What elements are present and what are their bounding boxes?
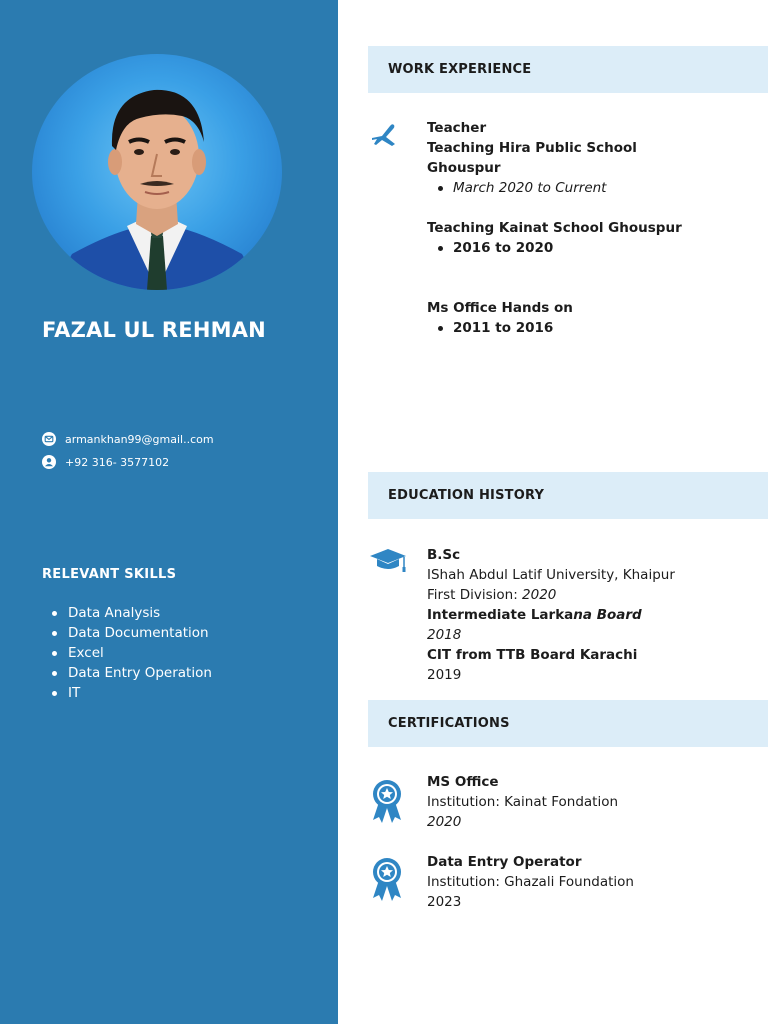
- education-history-heading: EDUCATION HISTORY: [368, 472, 768, 519]
- job-dates: March 2020 to Current: [427, 178, 762, 198]
- work-entry-1: [427, 118, 762, 198]
- work-entry-2: [427, 218, 762, 258]
- work-entry-3: [427, 298, 762, 338]
- skills-list: [52, 603, 212, 703]
- airplane-icon: [368, 118, 404, 158]
- job-dates: 2011 to 2016: [427, 318, 762, 338]
- cit-name: CIT from TTB Board Karachi: [427, 647, 638, 663]
- job-place-cont: Ghouspur: [427, 160, 501, 176]
- job-place: Teaching Hira Public School: [427, 140, 637, 156]
- education-entry: [427, 545, 762, 685]
- list-item: Data Documentation: [52, 623, 212, 643]
- certification-name: Data Entry Operator: [427, 854, 582, 870]
- profile-photo: [32, 54, 282, 290]
- sidebar: [0, 0, 338, 1024]
- division-year: 2020: [522, 587, 557, 603]
- graduation-cap-icon: [368, 546, 408, 580]
- intermediate-text-b: na Board: [573, 607, 642, 623]
- job-place: Teaching Kainat School Ghouspur: [427, 220, 682, 236]
- intermediate-year: 2018: [427, 627, 462, 643]
- certification-year: 2023: [427, 894, 462, 910]
- intermediate-text-a: Intermediate Larka: [427, 607, 574, 623]
- contact-phone: [42, 455, 169, 469]
- user-icon: [42, 455, 56, 469]
- certification-entry-1: [427, 772, 762, 832]
- email-text[interactable]: armankhan99@gmail..com: [65, 432, 214, 446]
- award-ribbon-icon: [370, 778, 404, 828]
- intermediate-line: [427, 605, 762, 625]
- list-item: Data Entry Operation: [52, 663, 212, 683]
- person-name: FAZAL UL REHMAN: [42, 318, 266, 342]
- award-ribbon-icon: [370, 856, 404, 906]
- list-item: IT: [52, 683, 212, 703]
- certification-institution: Institution: Kainat Fondation: [427, 794, 619, 810]
- work-experience-heading: WORK EXPERIENCE: [368, 46, 768, 93]
- cit-year: 2019: [427, 667, 462, 683]
- degree-name: B.Sc: [427, 547, 461, 563]
- skills-heading: RELEVANT SKILLS: [42, 567, 177, 582]
- person-portrait-icon: [32, 54, 282, 290]
- email-icon: [42, 432, 56, 446]
- division-label: First Division:: [427, 587, 523, 603]
- list-item: Data Analysis: [52, 603, 212, 623]
- certifications-heading: CERTIFICATIONS: [368, 700, 768, 747]
- university-name: IShah Abdul Latif University, Khaipur: [427, 567, 675, 583]
- certification-year: 2020: [427, 814, 462, 830]
- job-role: Teacher: [427, 120, 487, 136]
- certification-name: MS Office: [427, 774, 499, 790]
- list-item: Excel: [52, 643, 212, 663]
- phone-text[interactable]: +92 316- 3577102: [65, 455, 170, 469]
- job-place: Ms Office Hands on: [427, 300, 573, 316]
- contact-email: [42, 432, 214, 446]
- division-line: [427, 585, 762, 605]
- certification-institution: Institution: Ghazali Foundation: [427, 874, 634, 890]
- job-dates: 2016 to 2020: [427, 238, 762, 258]
- certification-entry-2: [427, 852, 762, 912]
